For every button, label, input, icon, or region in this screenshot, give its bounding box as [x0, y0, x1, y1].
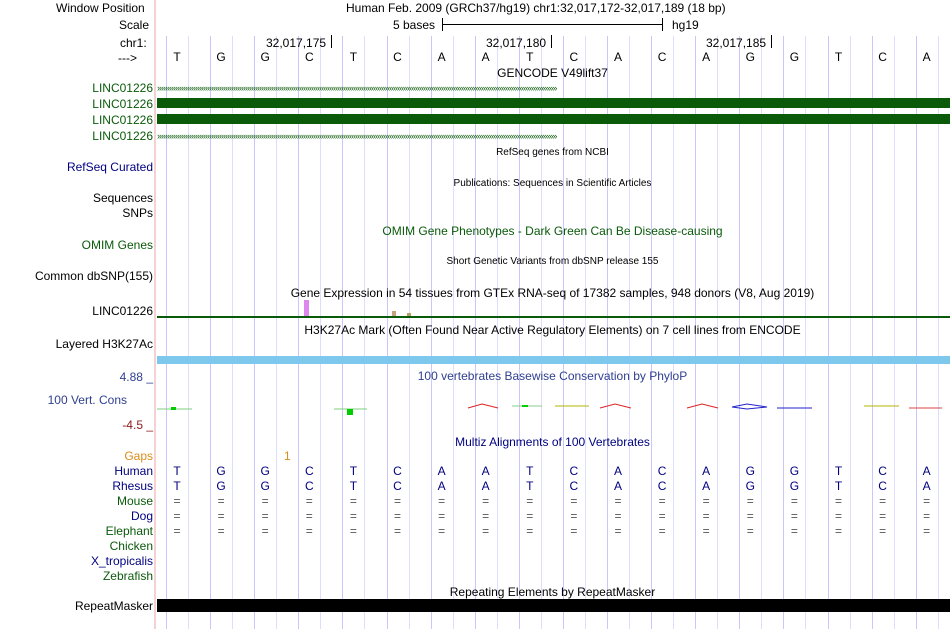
- gap-count: 1: [284, 449, 291, 463]
- alignment-base: T: [173, 464, 181, 478]
- repeatmasker-element[interactable]: [157, 599, 950, 612]
- conservation-track-label[interactable]: 100 Vert. Cons: [47, 393, 127, 407]
- alignment-base: =: [261, 524, 269, 538]
- gencode-exon-block[interactable]: [157, 114, 950, 124]
- omim-track-title[interactable]: OMIM Gene Phenotypes - Dark Green Can Be Disease-causing: [382, 224, 723, 238]
- repeatmasker-track-title[interactable]: Repeating Elements by RepeatMasker: [449, 585, 656, 599]
- alignment-base: G: [789, 464, 800, 478]
- dna-base: C: [657, 50, 667, 64]
- alignment-base: =: [438, 524, 446, 538]
- scale-bar-left-tick: [442, 18, 443, 31]
- dna-base: G: [745, 50, 755, 64]
- alignment-base: C: [878, 464, 887, 478]
- dna-base: C: [393, 50, 402, 64]
- dna-base: G: [260, 50, 270, 64]
- alignment-base: =: [746, 494, 754, 508]
- dna-base: C: [569, 50, 579, 64]
- alignment-base: =: [658, 509, 666, 523]
- alignment-base: =: [305, 494, 313, 508]
- alignment-base: A: [437, 464, 446, 478]
- alignment-base: C: [657, 479, 667, 493]
- alignment-base: C: [304, 479, 314, 493]
- alignment-base: G: [216, 479, 226, 493]
- alignment-base: =: [217, 524, 225, 538]
- gencode-intron-arrows[interactable]: ››››››››››››››››››››››››››››››››››››››››››››››››››››››››››››››››››››››››››››››››››››››››››››››››››››››››››››››››››››››››››››››››››››››››››››››››››››››››››››››››››››››››››››››››››››››››››››››››››››››››: [157, 131, 557, 141]
- scale-label: Scale: [119, 18, 150, 32]
- position-label-1: 32,017,175: [266, 36, 327, 50]
- alignment-base: =: [658, 494, 666, 508]
- species-label[interactable]: Chicken: [109, 539, 153, 553]
- conservation-track-title[interactable]: 100 vertebrates Basewise Conservation by PhyloP: [417, 369, 688, 383]
- alignment-base: A: [922, 479, 931, 493]
- alignment-base: T: [173, 479, 181, 493]
- alignment-base: G: [260, 479, 270, 493]
- alignment-base: =: [217, 494, 225, 508]
- alignment-base: =: [658, 524, 666, 538]
- gtex-track-title[interactable]: Gene Expression in 54 tissues from GTEx RNA-seq of 17382 samples, 948 donors (V8, Aug 2019): [290, 286, 815, 300]
- refseq-track-label[interactable]: RefSeq Curated: [66, 160, 153, 174]
- alignment-base: =: [923, 524, 931, 538]
- publications-track-title[interactable]: Publications: Sequences in Scientific Articles: [453, 178, 652, 189]
- position-label-2: 32,017,180: [486, 36, 547, 50]
- gtex-bar-graph[interactable]: [157, 300, 950, 316]
- alignment-base: =: [349, 494, 357, 508]
- gencode-exon-block[interactable]: [157, 98, 950, 108]
- alignment-base: G: [216, 464, 226, 478]
- alignment-base: G: [260, 464, 270, 478]
- alignment-base: =: [790, 494, 798, 508]
- alignment-base: T: [834, 479, 843, 493]
- species-label[interactable]: Rhesus: [112, 479, 153, 493]
- alignment-base: A: [922, 464, 931, 478]
- alignment-base: =: [173, 509, 181, 523]
- alignment-base: G: [745, 464, 755, 478]
- dna-base: A: [922, 50, 931, 64]
- alignment-base: =: [438, 509, 446, 523]
- scale-bar: [442, 24, 663, 25]
- alignment-base: =: [614, 524, 622, 538]
- alignment-base: T: [349, 464, 358, 478]
- alignment-base: =: [746, 509, 754, 523]
- species-label[interactable]: Human: [114, 464, 153, 478]
- gencode-item-label[interactable]: LINC01226: [92, 129, 153, 143]
- alignment-base: =: [173, 494, 181, 508]
- gtex-track-label[interactable]: LINC01226: [92, 304, 153, 318]
- alignment-base: =: [349, 509, 357, 523]
- alignment-base: A: [702, 464, 711, 478]
- alignment-base: =: [834, 509, 842, 523]
- gencode-item-label[interactable]: LINC01226: [92, 113, 153, 127]
- alignment-base: =: [349, 524, 357, 538]
- alignment-base: A: [702, 479, 711, 493]
- alignment-base: G: [789, 479, 800, 493]
- species-alignment-row: [155, 464, 950, 478]
- alignment-base: A: [613, 479, 622, 493]
- species-alignment-row: [155, 509, 950, 523]
- alignment-base: =: [482, 494, 490, 508]
- alignment-base: =: [834, 494, 842, 508]
- dna-base: A: [437, 50, 446, 64]
- dna-sequence-row: [155, 50, 950, 64]
- dna-base: C: [878, 50, 887, 64]
- species-alignment-row: [155, 479, 950, 493]
- gtex-gene-line[interactable]: [157, 316, 950, 318]
- dna-base: A: [702, 50, 711, 64]
- h3k27ac-signal[interactable]: [157, 356, 950, 364]
- dna-base: A: [481, 50, 490, 64]
- alignment-base: =: [570, 494, 578, 508]
- conservation-wiggle[interactable]: [157, 398, 950, 420]
- alignment-base: =: [393, 524, 401, 538]
- alignment-base: =: [879, 494, 887, 508]
- alignment-base: =: [923, 509, 931, 523]
- position-label-3: 32,017,185: [706, 36, 767, 50]
- dna-base: T: [173, 50, 181, 64]
- species-label[interactable]: Zebrafish: [102, 569, 153, 583]
- alignment-base: =: [526, 509, 534, 523]
- gaps-label: Gaps: [124, 449, 153, 463]
- window-position-text: Human Feb. 2009 (GRCh37/hg19) chr1:32,017,172-32,017,189 (18 bp): [346, 1, 726, 15]
- alignment-base: =: [173, 524, 181, 538]
- gencode-item-label[interactable]: LINC01226: [92, 97, 153, 111]
- alignment-base: A: [613, 464, 622, 478]
- repeatmasker-track-label[interactable]: RepeatMasker: [74, 599, 153, 613]
- gtex-tissue-bar: [304, 300, 309, 316]
- species-alignment-row: [155, 524, 950, 538]
- alignment-base: A: [481, 479, 490, 493]
- alignment-base: =: [482, 524, 490, 538]
- dna-base: T: [834, 50, 843, 64]
- species-alignment-row: [155, 494, 950, 508]
- alignment-base: =: [305, 524, 313, 538]
- sequences-track-label[interactable]: Sequences: [92, 191, 153, 205]
- dna-base: T: [526, 50, 534, 64]
- window-position-label: Window Position: [56, 1, 145, 15]
- gencode-track-title[interactable]: GENCODE V49lift37: [497, 66, 608, 80]
- alignment-base: C: [569, 464, 579, 478]
- alignment-base: A: [437, 479, 446, 493]
- species-label[interactable]: X_tropicalis: [90, 554, 153, 568]
- alignment-base: =: [393, 509, 401, 523]
- strand-arrow: --->: [118, 51, 137, 65]
- alignment-base: =: [790, 524, 798, 538]
- alignment-base: =: [482, 509, 490, 523]
- alignment-base: =: [923, 494, 931, 508]
- alignment-base: =: [879, 524, 887, 538]
- dna-base: G: [216, 50, 226, 64]
- snps-track-label[interactable]: SNPs: [122, 206, 153, 220]
- gencode-item-label[interactable]: LINC01226: [92, 81, 153, 95]
- dna-base: G: [789, 50, 800, 64]
- position-tick-1: [331, 35, 332, 48]
- alignment-base: =: [261, 509, 269, 523]
- h3k27ac-track-title[interactable]: H3K27Ac Mark (Often Found Near Active Regulatory Elements) on 7 cell lines from ENCODE: [304, 323, 801, 337]
- dna-base: T: [349, 50, 358, 64]
- species-label[interactable]: Mouse: [116, 494, 153, 508]
- h3k27ac-track-label[interactable]: Layered H3K27Ac: [55, 337, 153, 351]
- alignment-base: =: [614, 509, 622, 523]
- alignment-base: =: [261, 494, 269, 508]
- alignment-base: C: [569, 479, 579, 493]
- alignment-base: =: [393, 494, 401, 508]
- alignment-base: G: [745, 479, 755, 493]
- omim-track-label[interactable]: OMIM Genes: [81, 238, 153, 252]
- alignment-base: =: [305, 509, 313, 523]
- alignment-base: =: [526, 494, 534, 508]
- alignment-base: =: [790, 509, 798, 523]
- species-label[interactable]: Dog: [130, 509, 153, 523]
- alignment-base: A: [481, 464, 490, 478]
- alignment-base: C: [393, 464, 402, 478]
- scale-text: 5 bases: [393, 18, 436, 32]
- conservation-min-value: -4.5 _: [122, 418, 153, 432]
- alignment-base: T: [834, 464, 843, 478]
- position-tick-3: [771, 35, 772, 48]
- alignment-base: =: [570, 524, 578, 538]
- chrom-label: chr1:: [120, 36, 147, 50]
- alignment-base: =: [526, 524, 534, 538]
- alignment-base: C: [878, 479, 887, 493]
- dbsnp-track-label[interactable]: Common dbSNP(155): [34, 269, 153, 283]
- alignment-base: =: [702, 509, 710, 523]
- multiz-track-title[interactable]: Multiz Alignments of 100 Vertebrates: [455, 435, 650, 449]
- position-tick-2: [551, 35, 552, 48]
- alignment-base: =: [746, 524, 754, 538]
- gencode-intron-arrows[interactable]: ››››››››››››››››››››››››››››››››››››››››››››››››››››››››››››››››››››››››››››››››››››››››››››››››››››››››››››››››››››››››››››››››››››››››››››››››››››››››››››››››››››››››››››››››››››››››››››››››››››››››: [157, 83, 557, 93]
- dbsnp-track-title[interactable]: Short Genetic Variants from dbSNP release 155: [446, 256, 659, 267]
- alignment-base: T: [526, 464, 534, 478]
- dna-base: C: [304, 50, 314, 64]
- alignment-base: =: [879, 509, 887, 523]
- alignment-base: C: [304, 464, 314, 478]
- scale-bar-right-tick: [662, 18, 663, 31]
- alignment-base: =: [702, 524, 710, 538]
- refseq-track-title[interactable]: RefSeq genes from NCBI: [496, 147, 609, 158]
- alignment-base: =: [614, 494, 622, 508]
- alignment-base: =: [702, 494, 710, 508]
- alignment-base: T: [526, 479, 534, 493]
- conservation-max-value: 4.88 _: [119, 370, 153, 384]
- alignment-base: T: [349, 479, 358, 493]
- dna-base: A: [613, 50, 622, 64]
- alignment-base: =: [438, 494, 446, 508]
- alignment-base: =: [217, 509, 225, 523]
- alignment-base: =: [834, 524, 842, 538]
- alignment-base: =: [570, 509, 578, 523]
- species-label[interactable]: Elephant: [105, 524, 153, 538]
- alignment-base: C: [393, 479, 402, 493]
- scale-assembly: hg19: [672, 18, 699, 32]
- alignment-base: C: [657, 464, 667, 478]
